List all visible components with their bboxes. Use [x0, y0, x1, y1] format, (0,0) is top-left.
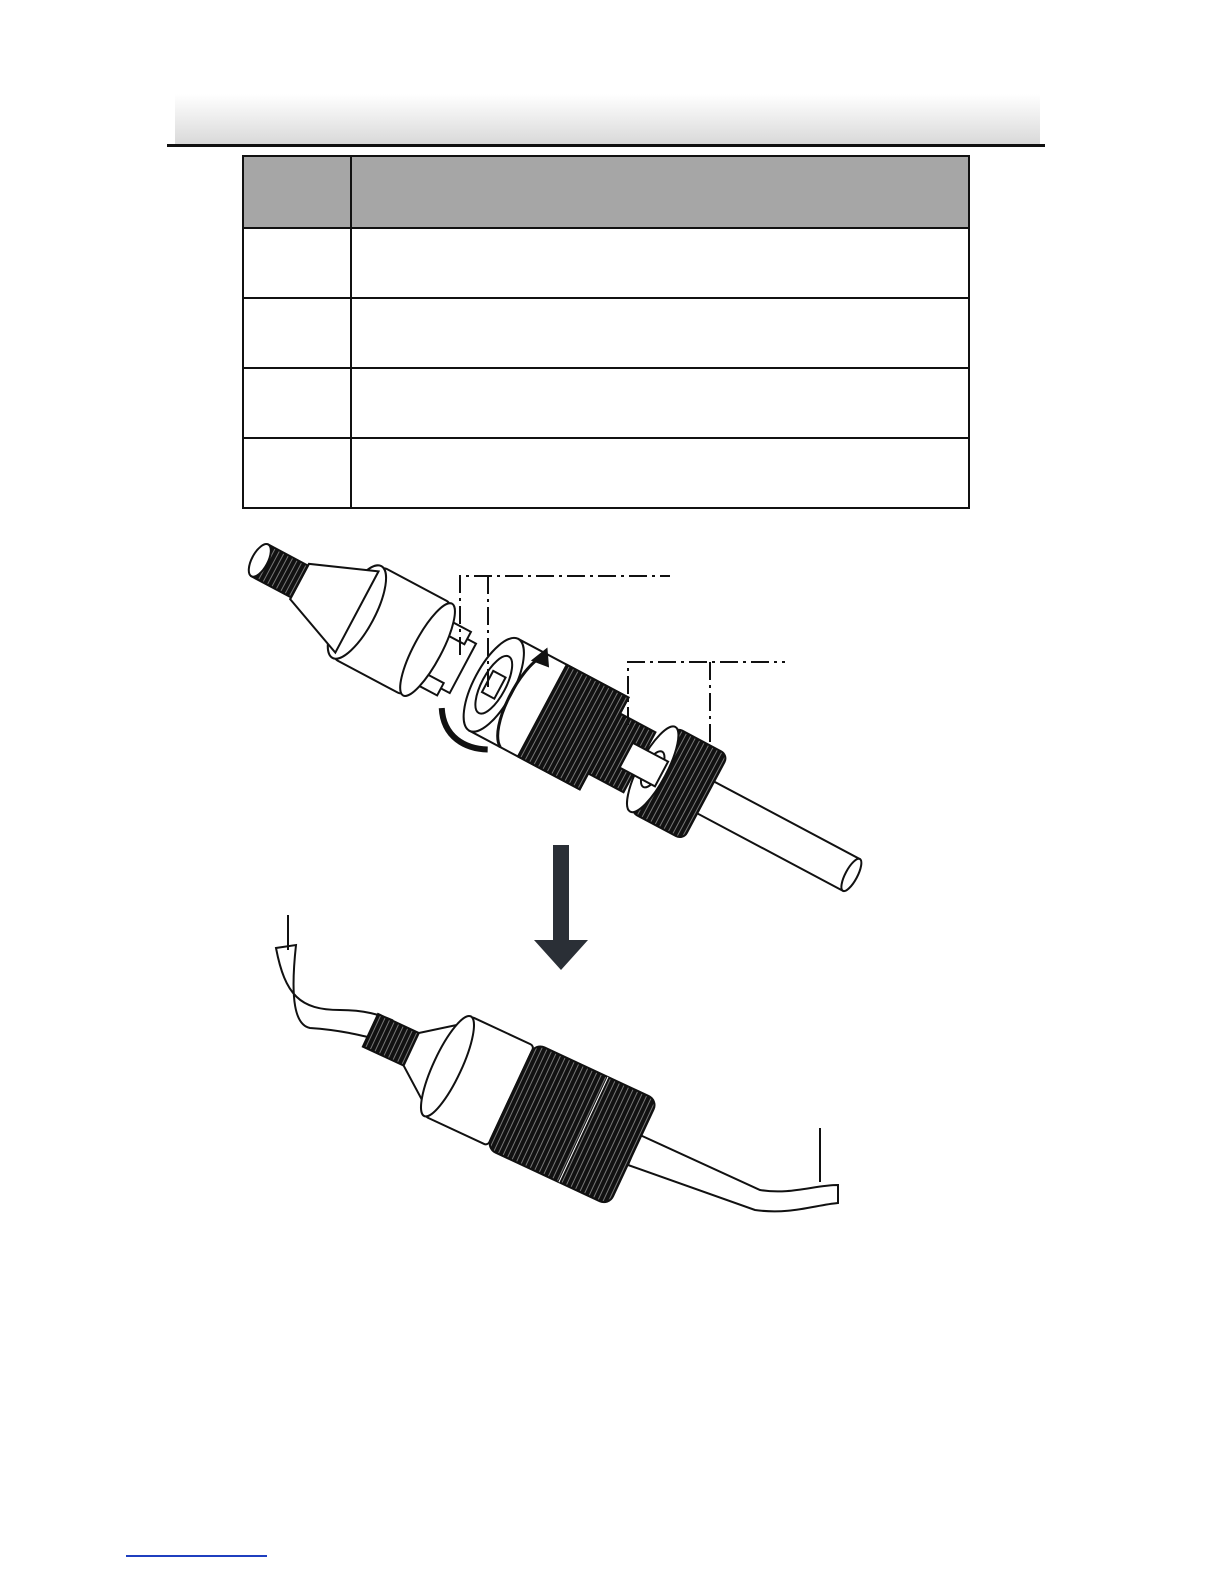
- spec-table: [242, 155, 970, 509]
- cable-right: [628, 1135, 838, 1211]
- table-header-cell: [351, 156, 969, 228]
- exploded-connector: [222, 540, 883, 936]
- table-row: [243, 438, 969, 508]
- table-cell: [243, 228, 351, 298]
- table-cell: [243, 298, 351, 368]
- table-cell: [243, 368, 351, 438]
- table-row: [243, 298, 969, 368]
- footer-link-underline[interactable]: [126, 1555, 267, 1557]
- table-row: [243, 368, 969, 438]
- table-cell: [351, 228, 969, 298]
- header-rule: [167, 144, 1045, 147]
- down-arrow-icon: [534, 845, 588, 970]
- table-cell: [351, 438, 969, 508]
- table-row: [243, 228, 969, 298]
- table-cell: [351, 298, 969, 368]
- header-band: [175, 94, 1040, 144]
- table-cell: [243, 438, 351, 508]
- table-header-cell: [243, 156, 351, 228]
- connector-assembly-diagram: [0, 540, 1224, 1240]
- table-header-row: [243, 156, 969, 228]
- table-cell: [351, 368, 969, 438]
- cable-segment: [693, 779, 860, 891]
